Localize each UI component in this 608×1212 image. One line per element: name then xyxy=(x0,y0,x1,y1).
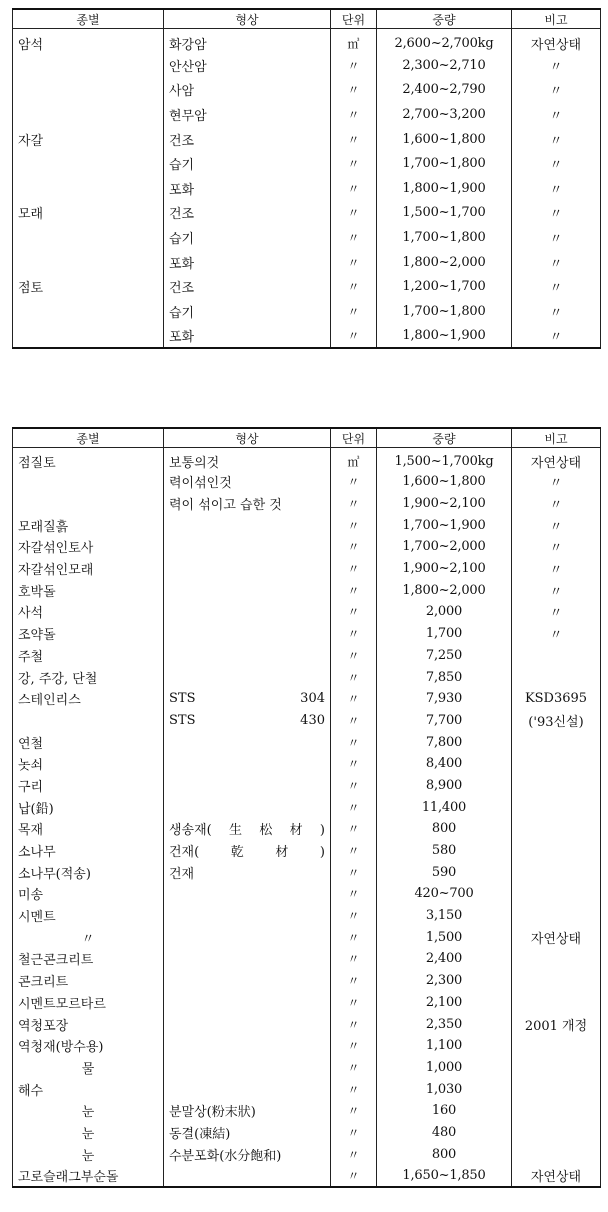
cell-type: 자갈 xyxy=(13,127,164,152)
cell-unit: 〃 xyxy=(331,688,377,710)
table-row xyxy=(13,579,601,601)
table-row xyxy=(13,948,601,970)
table-row xyxy=(13,78,601,103)
cell-note: 자연상태 xyxy=(512,29,601,54)
cell-shape xyxy=(164,992,331,1014)
table-row xyxy=(13,861,601,883)
cell-note: 〃 xyxy=(512,558,601,580)
cell-shape xyxy=(164,514,331,536)
cell-unit: 〃 xyxy=(331,970,377,992)
cell-note xyxy=(512,1143,601,1165)
cell-type xyxy=(13,710,164,732)
cell-shape xyxy=(164,970,331,992)
header-weight: 중량 xyxy=(377,9,512,29)
header-type: 종별 xyxy=(13,428,164,448)
cell-weight: 1,900~2,100 xyxy=(377,493,512,515)
cell-shape xyxy=(164,1035,331,1057)
cell-weight: 580 xyxy=(377,840,512,862)
cell-type: 조약돌 xyxy=(13,623,164,645)
cell-unit: 〃 xyxy=(331,324,377,349)
cell-type: 모래질흙 xyxy=(13,514,164,536)
cell-shape: 습기 xyxy=(164,225,331,250)
cell-type: 콘크리트 xyxy=(13,970,164,992)
cell-shape xyxy=(164,731,331,753)
cell-unit: 〃 xyxy=(331,558,377,580)
table-row xyxy=(13,926,601,948)
cell-type: 강, 주강, 단철 xyxy=(13,666,164,688)
table-row xyxy=(13,250,601,275)
cell-type: 소나무(적송) xyxy=(13,861,164,883)
cell-weight: 1,600~1,800 xyxy=(377,127,512,152)
cell-unit: 〃 xyxy=(331,493,377,515)
cell-unit: 〃 xyxy=(331,1165,377,1187)
cell-type: 호박돌 xyxy=(13,579,164,601)
table-row xyxy=(13,753,601,775)
cell-shape: 분말상(粉末狀) xyxy=(164,1100,331,1122)
cell-unit: 〃 xyxy=(331,818,377,840)
cell-shape: 습기 xyxy=(164,299,331,324)
cell-weight: 2,400 xyxy=(377,948,512,970)
cell-note: KSD3695 xyxy=(512,688,601,710)
cell-unit: 〃 xyxy=(331,948,377,970)
cell-shape: 화강암 xyxy=(164,29,331,54)
header-row xyxy=(13,428,601,448)
table-row xyxy=(13,176,601,201)
cell-shape xyxy=(164,601,331,623)
cell-type: 시멘트모르타르 xyxy=(13,992,164,1014)
cell-note xyxy=(512,645,601,667)
cell-weight: 1,700~1,800 xyxy=(377,225,512,250)
cell-type: 점토 xyxy=(13,274,164,299)
cell-weight: 1,800~1,900 xyxy=(377,176,512,201)
table-row xyxy=(13,1013,601,1035)
cell-unit: 〃 xyxy=(331,471,377,493)
header-note: 비고 xyxy=(512,428,601,448)
cell-weight: 2,300~2,710 xyxy=(377,53,512,78)
cell-weight: 2,400~2,790 xyxy=(377,78,512,103)
cell-unit: 〃 xyxy=(331,274,377,299)
cell-type: 놋쇠 xyxy=(13,753,164,775)
table-row xyxy=(13,840,601,862)
cell-shape xyxy=(164,883,331,905)
cell-unit: 〃 xyxy=(331,201,377,226)
cell-note xyxy=(512,818,601,840)
cell-weight: 2,000 xyxy=(377,601,512,623)
cell-weight: 1,700~2,000 xyxy=(377,536,512,558)
cell-shape: 동결(凍結) xyxy=(164,1122,331,1144)
table-row xyxy=(13,1165,601,1187)
cell-weight: 1,030 xyxy=(377,1078,512,1100)
cell-unit: 〃 xyxy=(331,796,377,818)
cell-weight: 1,800~2,000 xyxy=(377,579,512,601)
cell-unit: 〃 xyxy=(331,775,377,797)
cell-unit: ㎥ xyxy=(331,448,377,472)
table-row xyxy=(13,324,601,349)
cell-shape: 안산암 xyxy=(164,53,331,78)
cell-note: 〃 xyxy=(512,493,601,515)
cell-shape: 포화 xyxy=(164,250,331,275)
cell-type: 스테인리스 xyxy=(13,688,164,710)
cell-type: 역청재(방수용) xyxy=(13,1035,164,1057)
cell-type xyxy=(13,493,164,515)
cell-weight: 420~700 xyxy=(377,883,512,905)
table-row xyxy=(13,1122,601,1144)
table-row xyxy=(13,514,601,536)
table-row xyxy=(13,536,601,558)
cell-type xyxy=(13,324,164,349)
cell-note xyxy=(512,840,601,862)
cell-note: 〃 xyxy=(512,151,601,176)
cell-shape: 건조 xyxy=(164,201,331,226)
cell-note xyxy=(512,1078,601,1100)
table-row xyxy=(13,818,601,840)
cell-weight: 11,400 xyxy=(377,796,512,818)
cell-note: 〃 xyxy=(512,536,601,558)
cell-unit: 〃 xyxy=(331,883,377,905)
cell-note: 〃 xyxy=(512,127,601,152)
cell-type: 고로슬래그부순돌 xyxy=(13,1165,164,1187)
cell-note: 〃 xyxy=(512,176,601,201)
cell-note xyxy=(512,731,601,753)
cell-note: 자연상태 xyxy=(512,448,601,472)
cell-weight: 7,700 xyxy=(377,710,512,732)
cell-note: 〃 xyxy=(512,78,601,103)
cell-note xyxy=(512,1057,601,1079)
table-row xyxy=(13,970,601,992)
cell-type: 연철 xyxy=(13,731,164,753)
cell-weight: 8,900 xyxy=(377,775,512,797)
table-row xyxy=(13,883,601,905)
cell-shape xyxy=(164,1078,331,1100)
cell-shape: 사암 xyxy=(164,78,331,103)
cell-type: 주철 xyxy=(13,645,164,667)
table-row xyxy=(13,1100,601,1122)
cell-type: 〃 xyxy=(13,926,164,948)
cell-unit: 〃 xyxy=(331,905,377,927)
table-row xyxy=(13,558,601,580)
table-row xyxy=(13,645,601,667)
cell-type xyxy=(13,299,164,324)
cell-type: 눈 xyxy=(13,1143,164,1165)
cell-type: 눈 xyxy=(13,1122,164,1144)
cell-type: 구리 xyxy=(13,775,164,797)
cell-weight: 2,350 xyxy=(377,1013,512,1035)
cell-unit: 〃 xyxy=(331,666,377,688)
header-note: 비고 xyxy=(512,9,601,29)
cell-shape xyxy=(164,1165,331,1187)
table-row xyxy=(13,688,601,710)
cell-shape xyxy=(164,948,331,970)
cell-unit: 〃 xyxy=(331,1057,377,1079)
cell-type xyxy=(13,78,164,103)
cell-note xyxy=(512,796,601,818)
cell-unit: 〃 xyxy=(331,579,377,601)
cell-weight: 800 xyxy=(377,1143,512,1165)
cell-weight: 1,800~1,900 xyxy=(377,324,512,349)
cell-type: 미송 xyxy=(13,883,164,905)
table-row xyxy=(13,29,601,54)
table-row xyxy=(13,471,601,493)
header-unit: 단위 xyxy=(331,9,377,29)
cell-shape: 수분포화(水分飽和) xyxy=(164,1143,331,1165)
cell-unit: 〃 xyxy=(331,1122,377,1144)
cell-unit: 〃 xyxy=(331,840,377,862)
cell-shape: 건재(乾材) xyxy=(164,840,331,862)
cell-unit: ㎥ xyxy=(331,29,377,54)
table-row xyxy=(13,127,601,152)
cell-weight: 2,100 xyxy=(377,992,512,1014)
cell-unit: 〃 xyxy=(331,1035,377,1057)
cell-note: 2001 개정 xyxy=(512,1013,601,1035)
cell-note: 〃 xyxy=(512,274,601,299)
cell-unit: 〃 xyxy=(331,250,377,275)
cell-weight: 7,930 xyxy=(377,688,512,710)
cell-weight: 1,100 xyxy=(377,1035,512,1057)
header-shape: 형상 xyxy=(164,428,331,448)
table-row xyxy=(13,493,601,515)
cell-shape: 포화 xyxy=(164,324,331,349)
cell-weight: 1,900~2,100 xyxy=(377,558,512,580)
cell-unit: 〃 xyxy=(331,645,377,667)
cell-unit: 〃 xyxy=(331,861,377,883)
cell-type: 암석 xyxy=(13,29,164,54)
cell-type: 소나무 xyxy=(13,840,164,862)
cell-shape xyxy=(164,1013,331,1035)
cell-type: 목재 xyxy=(13,818,164,840)
cell-type: 역청포장 xyxy=(13,1013,164,1035)
cell-shape: 포화 xyxy=(164,176,331,201)
table-row xyxy=(13,905,601,927)
table-row xyxy=(13,1143,601,1165)
cell-unit: 〃 xyxy=(331,1013,377,1035)
cell-unit: 〃 xyxy=(331,514,377,536)
cell-shape: 건조 xyxy=(164,127,331,152)
cell-type: 모래 xyxy=(13,201,164,226)
cell-note xyxy=(512,861,601,883)
cell-shape: 습기 xyxy=(164,151,331,176)
cell-unit: 〃 xyxy=(331,78,377,103)
cell-type: 물 xyxy=(13,1057,164,1079)
table-row xyxy=(13,710,601,732)
cell-unit: 〃 xyxy=(331,731,377,753)
cell-note xyxy=(512,753,601,775)
table-row xyxy=(13,1057,601,1079)
table-row xyxy=(13,274,601,299)
cell-unit: 〃 xyxy=(331,1100,377,1122)
table-row xyxy=(13,102,601,127)
cell-type: 시멘트 xyxy=(13,905,164,927)
cell-shape: 생송재(生松材) xyxy=(164,818,331,840)
cell-type xyxy=(13,471,164,493)
header-unit: 단위 xyxy=(331,428,377,448)
cell-shape: STS 304 xyxy=(164,688,331,710)
cell-weight: 3,150 xyxy=(377,905,512,927)
cell-unit: 〃 xyxy=(331,127,377,152)
cell-type: 해수 xyxy=(13,1078,164,1100)
cell-shape xyxy=(164,579,331,601)
cell-note: 〃 xyxy=(512,225,601,250)
table-row xyxy=(13,1078,601,1100)
cell-type xyxy=(13,250,164,275)
header-type: 종별 xyxy=(13,9,164,29)
cell-weight: 2,600~2,700kg xyxy=(377,29,512,54)
cell-type xyxy=(13,151,164,176)
cell-unit: 〃 xyxy=(331,53,377,78)
cell-unit: 〃 xyxy=(331,1143,377,1165)
cell-shape xyxy=(164,536,331,558)
cell-weight: 1,700~1,800 xyxy=(377,151,512,176)
table-row xyxy=(13,731,601,753)
cell-weight: 7,250 xyxy=(377,645,512,667)
cell-type: 자갈섞인토사 xyxy=(13,536,164,558)
cell-weight: 8,400 xyxy=(377,753,512,775)
cell-note xyxy=(512,775,601,797)
cell-shape xyxy=(164,623,331,645)
cell-weight: 2,700~3,200 xyxy=(377,102,512,127)
cell-note xyxy=(512,992,601,1014)
cell-shape xyxy=(164,775,331,797)
cell-note: 자연상태 xyxy=(512,926,601,948)
cell-note xyxy=(512,905,601,927)
cell-shape: 현무암 xyxy=(164,102,331,127)
cell-note: 〃 xyxy=(512,601,601,623)
table-row xyxy=(13,225,601,250)
table-row xyxy=(13,1035,601,1057)
cell-type: 점질토 xyxy=(13,448,164,472)
cell-type: 자갈섞인모래 xyxy=(13,558,164,580)
cell-unit: 〃 xyxy=(331,225,377,250)
header-shape: 형상 xyxy=(164,9,331,29)
cell-shape xyxy=(164,926,331,948)
table-row xyxy=(13,775,601,797)
cell-shape xyxy=(164,905,331,927)
table-row xyxy=(13,796,601,818)
cell-shape: STS 430 xyxy=(164,710,331,732)
cell-weight: 1,650~1,850 xyxy=(377,1165,512,1187)
cell-type xyxy=(13,102,164,127)
cell-shape xyxy=(164,558,331,580)
cell-shape xyxy=(164,753,331,775)
cell-unit: 〃 xyxy=(331,102,377,127)
cell-unit: 〃 xyxy=(331,710,377,732)
table-row xyxy=(13,299,601,324)
cell-note: ('93신설) xyxy=(512,710,601,732)
cell-weight: 1,800~2,000 xyxy=(377,250,512,275)
cell-unit: 〃 xyxy=(331,992,377,1014)
cell-note xyxy=(512,948,601,970)
cell-note xyxy=(512,970,601,992)
cell-type: 납(鉛) xyxy=(13,796,164,818)
cell-shape xyxy=(164,796,331,818)
cell-weight: 1,200~1,700 xyxy=(377,274,512,299)
cell-weight: 1,500~1,700kg xyxy=(377,448,512,472)
cell-unit: 〃 xyxy=(331,176,377,201)
cell-type: 사석 xyxy=(13,601,164,623)
cell-type xyxy=(13,53,164,78)
cell-unit: 〃 xyxy=(331,536,377,558)
weight-table-1 xyxy=(12,8,601,349)
cell-shape: 보통의것 xyxy=(164,448,331,472)
cell-note: 〃 xyxy=(512,201,601,226)
cell-type: 철근콘크리트 xyxy=(13,948,164,970)
cell-note: 자연상태 xyxy=(512,1165,601,1187)
table-row xyxy=(13,992,601,1014)
table-row xyxy=(13,666,601,688)
cell-type xyxy=(13,176,164,201)
cell-unit: 〃 xyxy=(331,753,377,775)
cell-note xyxy=(512,1100,601,1122)
cell-note: 〃 xyxy=(512,471,601,493)
cell-shape: 건조 xyxy=(164,274,331,299)
weight-table-2 xyxy=(12,427,601,1188)
cell-note xyxy=(512,666,601,688)
cell-shape: 력이섞인것 xyxy=(164,471,331,493)
cell-shape: 건재 xyxy=(164,861,331,883)
cell-note: 〃 xyxy=(512,579,601,601)
cell-note: 〃 xyxy=(512,53,601,78)
cell-shape xyxy=(164,1057,331,1079)
cell-type: 눈 xyxy=(13,1100,164,1122)
cell-weight: 160 xyxy=(377,1100,512,1122)
cell-weight: 800 xyxy=(377,818,512,840)
cell-note xyxy=(512,1122,601,1144)
cell-shape xyxy=(164,645,331,667)
cell-unit: 〃 xyxy=(331,926,377,948)
header-weight: 중량 xyxy=(377,428,512,448)
header-row xyxy=(13,9,601,29)
cell-unit: 〃 xyxy=(331,601,377,623)
table-row xyxy=(13,448,601,472)
cell-note: 〃 xyxy=(512,102,601,127)
table-row xyxy=(13,623,601,645)
cell-weight: 1,700~1,900 xyxy=(377,514,512,536)
cell-unit: 〃 xyxy=(331,151,377,176)
cell-note: 〃 xyxy=(512,623,601,645)
cell-weight: 7,850 xyxy=(377,666,512,688)
cell-weight: 7,800 xyxy=(377,731,512,753)
cell-shape: 력이 섞이고 습한 것 xyxy=(164,493,331,515)
cell-shape xyxy=(164,666,331,688)
cell-unit: 〃 xyxy=(331,1078,377,1100)
cell-note xyxy=(512,1035,601,1057)
cell-unit: 〃 xyxy=(331,299,377,324)
cell-note: 〃 xyxy=(512,514,601,536)
table-row xyxy=(13,601,601,623)
cell-weight: 1,000 xyxy=(377,1057,512,1079)
cell-weight: 480 xyxy=(377,1122,512,1144)
table-row xyxy=(13,201,601,226)
cell-note: 〃 xyxy=(512,324,601,349)
cell-weight: 1,600~1,800 xyxy=(377,471,512,493)
cell-note xyxy=(512,883,601,905)
cell-weight: 1,700~1,800 xyxy=(377,299,512,324)
cell-weight: 1,500~1,700 xyxy=(377,201,512,226)
cell-weight: 2,300 xyxy=(377,970,512,992)
cell-weight: 1,500 xyxy=(377,926,512,948)
cell-weight: 1,700 xyxy=(377,623,512,645)
cell-note: 〃 xyxy=(512,250,601,275)
cell-unit: 〃 xyxy=(331,623,377,645)
cell-type xyxy=(13,225,164,250)
table-row xyxy=(13,151,601,176)
table-row xyxy=(13,53,601,78)
cell-weight: 590 xyxy=(377,861,512,883)
cell-note: 〃 xyxy=(512,299,601,324)
